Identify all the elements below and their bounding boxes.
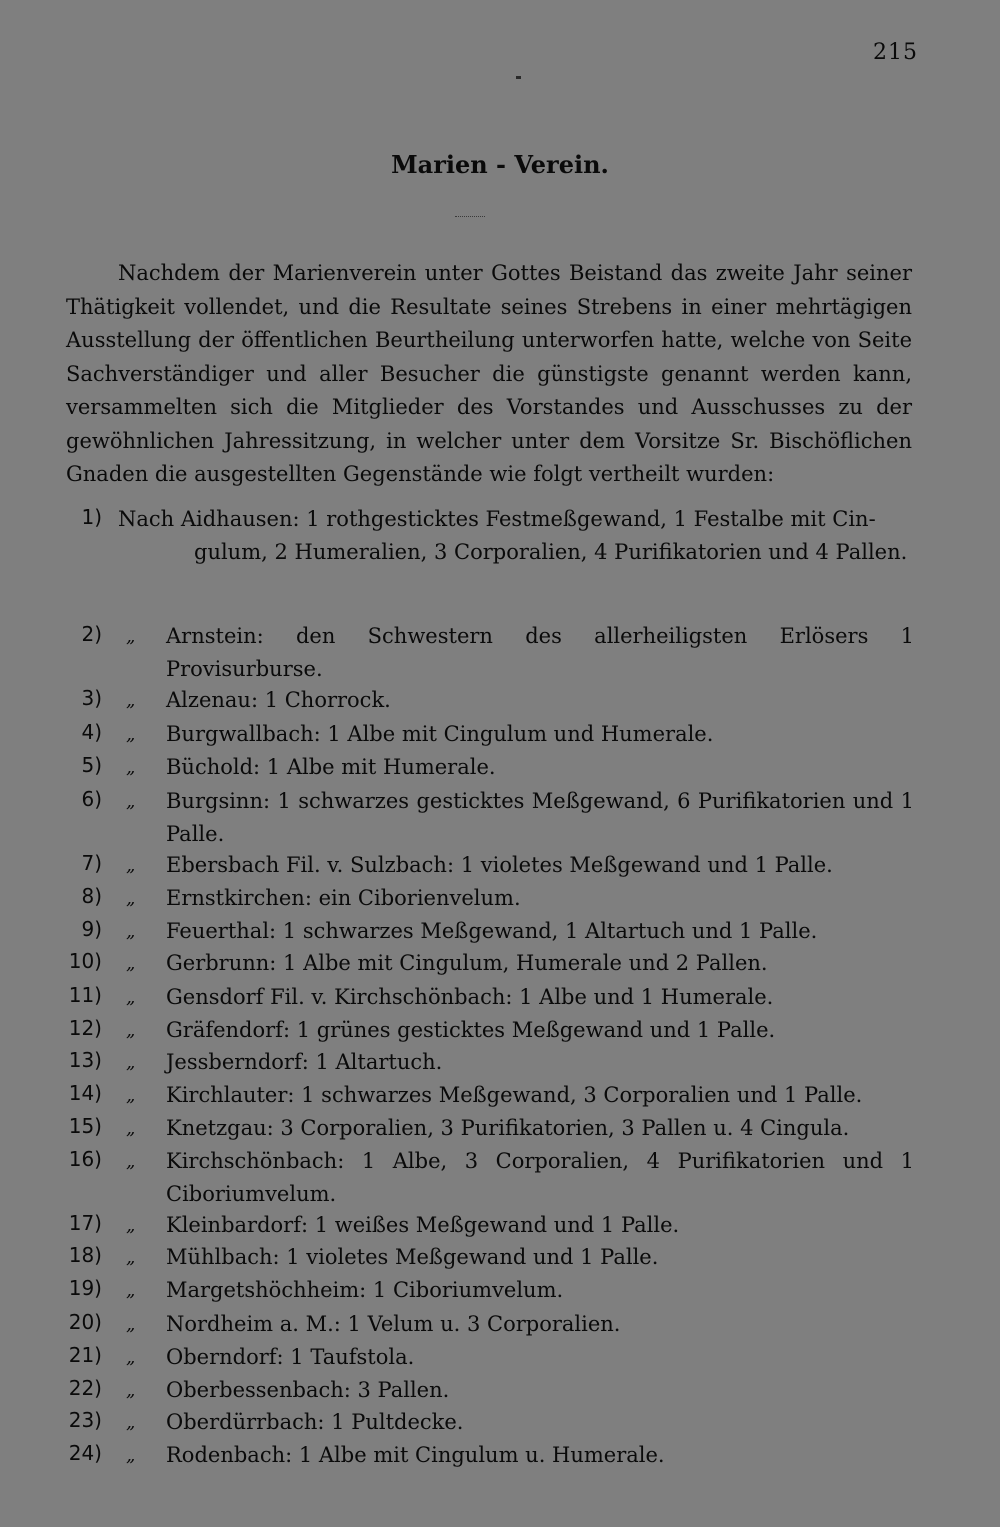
item-number: 23): [68, 1408, 102, 1432]
item-text: Kleinbardorf: 1 weißes Meßgewand und 1 Palle.: [166, 1213, 680, 1237]
ditto-mark: „: [126, 690, 136, 711]
ditto-mark: „: [126, 724, 136, 745]
ditto-mark: „: [126, 1412, 136, 1433]
item-number: 9): [81, 917, 102, 941]
item-text: Kirchschönbach: 1 Albe, 3 Corporalien, 4 Purifikatorien und 1 Ciboriumvelum.: [166, 1149, 914, 1206]
item-continuation-text: gulum, 2 Humeralien, 3 Corporalien, 4 Purifikatorien und 4 Pallen.: [194, 540, 908, 564]
item-text: Alzenau: 1 Chorrock.: [166, 688, 391, 712]
ditto-mark: „: [126, 987, 136, 1008]
item-text: Rodenbach: 1 Albe mit Cingulum u. Humerale.: [166, 1443, 665, 1467]
item-number: 5): [81, 753, 102, 777]
ditto-mark: „: [126, 791, 136, 812]
item-text: Ernstkirchen: ein Ciborienvelum.: [166, 886, 521, 910]
ditto-mark: „: [126, 855, 136, 876]
item-lead-text: Nach Aidhausen: 1 rothgesticktes Festmeßgewand, 1 Festalbe mit Cin-: [118, 507, 876, 531]
item-number: 3): [81, 686, 102, 710]
item-text: Oberbessenbach: 3 Pallen.: [166, 1378, 450, 1402]
item-text: Oberndorf: 1 Taufstola.: [166, 1345, 415, 1369]
item-number: 1): [81, 505, 102, 529]
ditto-mark: „: [126, 1052, 136, 1073]
item-text: Feuerthal: 1 schwarzes Meßgewand, 1 Altartuch und 1 Palle.: [166, 919, 818, 943]
item-number: 15): [68, 1114, 102, 1138]
item-text: Büchold: 1 Albe mit Humerale.: [166, 755, 496, 779]
title-divider: [455, 216, 485, 217]
item-text: Burgsinn: 1 schwarzes gesticktes Meßgewand, 6 Purifikatorien und 1 Palle.: [166, 789, 914, 846]
ditto-mark: „: [126, 1085, 136, 1106]
item-text: Knetzgau: 3 Corporalien, 3 Purifikatorien, 3 Pallen u. 4 Cingula.: [166, 1116, 850, 1140]
item-text: Oberdürrbach: 1 Pultdecke.: [166, 1410, 464, 1434]
ditto-mark: „: [126, 1314, 136, 1335]
ditto-mark: „: [126, 1280, 136, 1301]
ditto-mark: „: [126, 1380, 136, 1401]
item-text: Gensdorf Fil. v. Kirchschönbach: 1 Albe und 1 Humerale.: [166, 985, 774, 1009]
item-text: Gräfendorf: 1 grünes gesticktes Meßgewand und 1 Palle.: [166, 1018, 776, 1042]
item-number: 6): [81, 787, 102, 811]
ditto-mark: „: [126, 921, 136, 942]
item-text: Margetshöchheim: 1 Ciboriumvelum.: [166, 1278, 564, 1302]
item-text: Gerbrunn: 1 Albe mit Cingulum, Humerale und 2 Pallen.: [166, 951, 768, 975]
ditto-mark: „: [126, 1347, 136, 1368]
ditto-mark: „: [126, 1445, 136, 1466]
ditto-mark: „: [126, 1247, 136, 1268]
item-text: [118, 503, 914, 569]
item-text: Nordheim a. M.: 1 Velum u. 3 Corporalien.: [166, 1312, 621, 1336]
ditto-mark: „: [126, 1118, 136, 1139]
item-number: 10): [68, 949, 102, 973]
item-number: 11): [68, 983, 102, 1007]
item-number: 7): [81, 851, 102, 875]
ditto-mark: „: [126, 953, 136, 974]
item-number: 20): [68, 1310, 102, 1334]
item-text: Jessberndorf: 1 Altartuch.: [166, 1050, 443, 1074]
print-speck: [516, 76, 521, 79]
item-number: 18): [68, 1243, 102, 1267]
intro-paragraph: Nachdem der Marienverein unter Gottes Beistand das zweite Jahr seiner Thätigkeit vollendet, und die Resultate seines Strebens in einer mehrtägigen Ausstellung der öffentlichen Beurtheilung unterworfen hatte, welche von Seite Sachverständiger und aller Besucher die günstigste genannt werden kann, versammelten sich die Mitglieder des Vorstandes und Ausschusses zu der gewöhnlichen Jahressitzung, in welcher unter dem Vorsitze Sr. Bischöflichen Gnaden die ausgestellten Gegenstände wie folgt vertheilt wurden:: [66, 261, 912, 486]
ditto-mark: „: [126, 1020, 136, 1041]
section-title: Marien - Verein.: [391, 150, 609, 179]
item-number: 14): [68, 1081, 102, 1105]
ditto-mark: „: [126, 626, 136, 647]
item-number: 2): [81, 622, 102, 646]
ditto-mark: „: [126, 888, 136, 909]
item-text: Kirchlauter: 1 schwarzes Meßgewand, 3 Corporalien und 1 Palle.: [166, 1083, 863, 1107]
item-number: 4): [81, 720, 102, 744]
item-number: 12): [68, 1016, 102, 1040]
item-number: 24): [68, 1441, 102, 1465]
ditto-mark: „: [126, 1215, 136, 1236]
item-number: 17): [68, 1211, 102, 1235]
item-number: 8): [81, 884, 102, 908]
ditto-mark: „: [126, 1151, 136, 1172]
item-number: 19): [68, 1276, 102, 1300]
item-text: Burgwallbach: 1 Albe mit Cingulum und Humerale.: [166, 722, 714, 746]
page-number: 215: [873, 40, 918, 65]
item-text: Mühlbach: 1 violetes Meßgewand und 1 Palle.: [166, 1245, 659, 1269]
item-number: 13): [68, 1048, 102, 1072]
item-number: 21): [68, 1343, 102, 1367]
item-number: 16): [68, 1147, 102, 1171]
item-text: Ebersbach Fil. v. Sulzbach: 1 violetes Meßgewand und 1 Palle.: [166, 853, 833, 877]
ditto-mark: „: [126, 757, 136, 778]
item-text: Arnstein: den Schwestern des allerheiligsten Erlösers 1 Provisurbursе.: [166, 624, 914, 681]
item-number: 22): [68, 1376, 102, 1400]
